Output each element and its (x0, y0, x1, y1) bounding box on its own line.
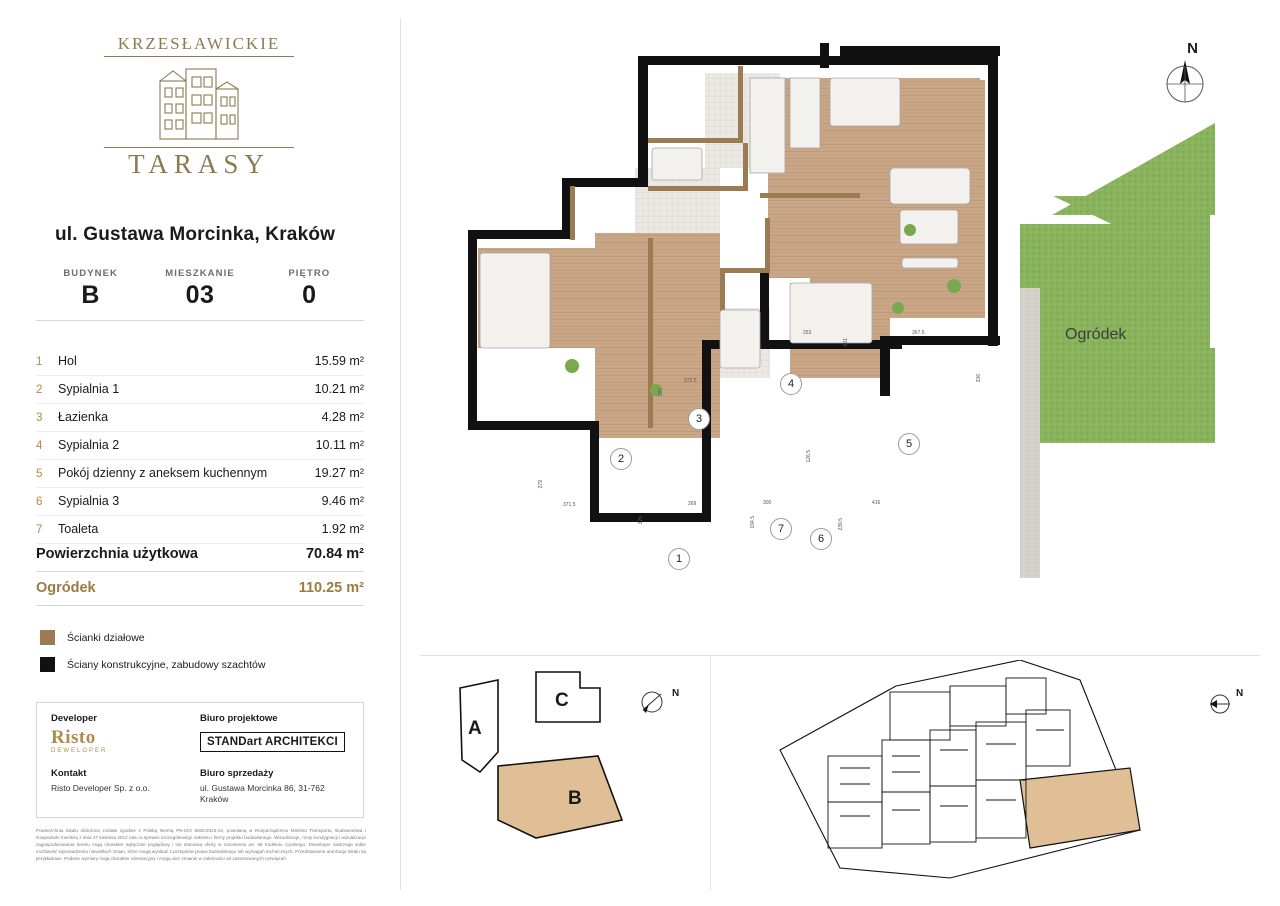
dimension-label: 367.5 (912, 330, 925, 336)
legend-swatch-brown (40, 630, 55, 645)
room-index: 2 (36, 384, 43, 396)
room-marker-7[interactable]: 7 (770, 518, 792, 540)
site-plan-diagram (720, 660, 1260, 890)
total-garden-area: Ogródek 110.25 m² (36, 572, 364, 606)
building-label-a: A (468, 718, 482, 739)
room-name: Hol (58, 354, 77, 368)
divider (36, 320, 364, 321)
developer-block: Developer Risto DEWELOPER (51, 713, 200, 756)
dimension-label: 601 (843, 338, 849, 347)
building-label-c: C (555, 690, 569, 711)
floor-plan-drawing (420, 18, 1260, 648)
building-label-b: B (568, 788, 582, 809)
list-item (36, 460, 364, 488)
list-item (36, 432, 364, 460)
room-marker-5[interactable]: 5 (898, 433, 920, 455)
compass-icon (1154, 44, 1216, 106)
dimension-label: 416 (872, 500, 881, 506)
room-area: 15.59 m² (314, 354, 364, 368)
legend-item-structural-walls (40, 657, 370, 672)
brand-logo (104, 34, 294, 194)
info-panel (0, 0, 400, 906)
room-area: 19.27 m² (314, 466, 364, 480)
design-office-block: Biuro projektowe STANDart ARCHITEKCI (200, 713, 349, 756)
standart-logo: STANDart ARCHITEKCI (200, 732, 345, 752)
dimension-label: 253 (803, 330, 812, 336)
room-list (36, 348, 364, 544)
list-item (36, 376, 364, 404)
room-marker-6[interactable]: 6 (810, 528, 832, 550)
room-area: 9.46 m² (321, 494, 364, 508)
floor-plan (420, 18, 1260, 648)
meta-floor: PIĘTRO 0 (288, 268, 331, 309)
room-name: Łazienka (58, 410, 109, 424)
room-index: 6 (36, 496, 43, 508)
legend-swatch-black (40, 657, 55, 672)
disclaimer-text: Powierzchnia lokalu obliczona została zgodnie z Polską Normą PN-ISO 9836:2015-12, powołaną w Rozporządzeniu Ministra Transportu, Budownictwa i Gospodarki morskiej z dnia 27 kwietnia 2012 roku w sprawie szczegółowego zakresu i formy projektu budowlanego. Wizualizacje, rzuty kondygnacji i wizualizacje zagospodarowania terenu mają charakter wyłącznie poglądowy i nie stanowią oferty w rozumieniu art. 66 Kodeksu cywilnego. Deweloper zastrzega sobie możliwość wprowadzenia niewielkich zmian, które mogą wynikać z przepisów prawa budowlanego lub wymagań technicznych. Przedstawione aranżacje lokalu są przykładowe. Podane wymiary mają charakter orientacyjny i mogą ulec zmianie w zależności od zastosowanych rozwiązań. (36, 828, 366, 861)
page-title: ul. Gustawa Morcinka, Kraków (55, 224, 336, 245)
dimension-label: 269 (688, 501, 697, 507)
north-label-small: N (672, 688, 680, 699)
building-logo-icon (104, 61, 294, 145)
legend-item-partition-walls (40, 630, 370, 645)
section-divider (420, 655, 1260, 656)
contact-block: Kontakt Risto Developer Sp. z o.o. (51, 768, 150, 793)
unit-meta (36, 268, 364, 321)
building-key-diagram (440, 660, 700, 860)
totals (36, 538, 364, 606)
dimension-label: 336 (976, 374, 982, 383)
dimension-label: 187 (658, 388, 664, 397)
dimension-label: 126.5 (806, 450, 812, 463)
room-marker-3[interactable]: 3 (688, 408, 710, 430)
dimension-label: 279 (538, 480, 544, 489)
legend (40, 630, 370, 684)
room-area: 10.11 m² (315, 438, 364, 452)
dimension-label: 300 (763, 500, 772, 506)
dimension-label: 325 (638, 516, 644, 525)
total-usable-area: Powierzchnia użytkowa 70.84 m² (36, 538, 364, 572)
room-name: Pokój dzienny z aneksem kuchennym (58, 466, 268, 480)
room-area: 10.21 m² (314, 382, 364, 396)
dimension-label: 239.5 (838, 518, 844, 531)
brand-name-top: KRZESŁAWICKIE (104, 34, 294, 57)
sales-office-block: Biuro sprzedaży ul. Gustawa Morcinka 86, 31-762 Kraków (200, 768, 325, 805)
brand-name-bottom: TARASY (104, 147, 294, 180)
room-index: 4 (36, 440, 43, 452)
building-key (440, 660, 700, 890)
room-name: Sypialnia 2 (58, 438, 120, 452)
room-index: 3 (36, 412, 43, 424)
dimension-label: 272.5 (684, 378, 697, 384)
list-item (36, 348, 364, 376)
credits-box (36, 702, 364, 818)
dimension-label: 194.5 (750, 516, 756, 529)
meta-apartment: MIESZKANIE 03 (165, 268, 235, 309)
room-name: Sypialnia 3 (58, 494, 120, 508)
room-area: 1.92 m² (321, 522, 364, 536)
room-marker-2[interactable]: 2 (610, 448, 632, 470)
site-plan (720, 660, 1260, 890)
room-index: 7 (36, 524, 43, 536)
room-index: 1 (36, 356, 43, 368)
legend-label: Ścianki działowe (67, 631, 145, 644)
meta-building: BUDYNEK B (63, 268, 118, 309)
bottom-divider (710, 655, 711, 890)
panel-divider (400, 18, 401, 890)
room-marker-1[interactable]: 1 (668, 548, 690, 570)
legend-label: Ściany konstrukcyjne, zabudowy szachtów (67, 658, 266, 671)
list-item (36, 404, 364, 432)
room-name: Sypialnia 1 (58, 382, 120, 396)
room-area: 4.28 m² (321, 410, 364, 424)
room-marker-4[interactable]: 4 (780, 373, 802, 395)
dimension-label: 371.5 (563, 502, 576, 508)
north-label-site: N (1236, 688, 1244, 699)
north-label: N (1187, 40, 1198, 57)
list-item (36, 488, 364, 516)
garden-label: Ogródek (1065, 326, 1127, 343)
risto-logo: Risto DEWELOPER (51, 727, 108, 754)
room-index: 5 (36, 468, 43, 480)
room-name: Toaleta (58, 522, 99, 536)
